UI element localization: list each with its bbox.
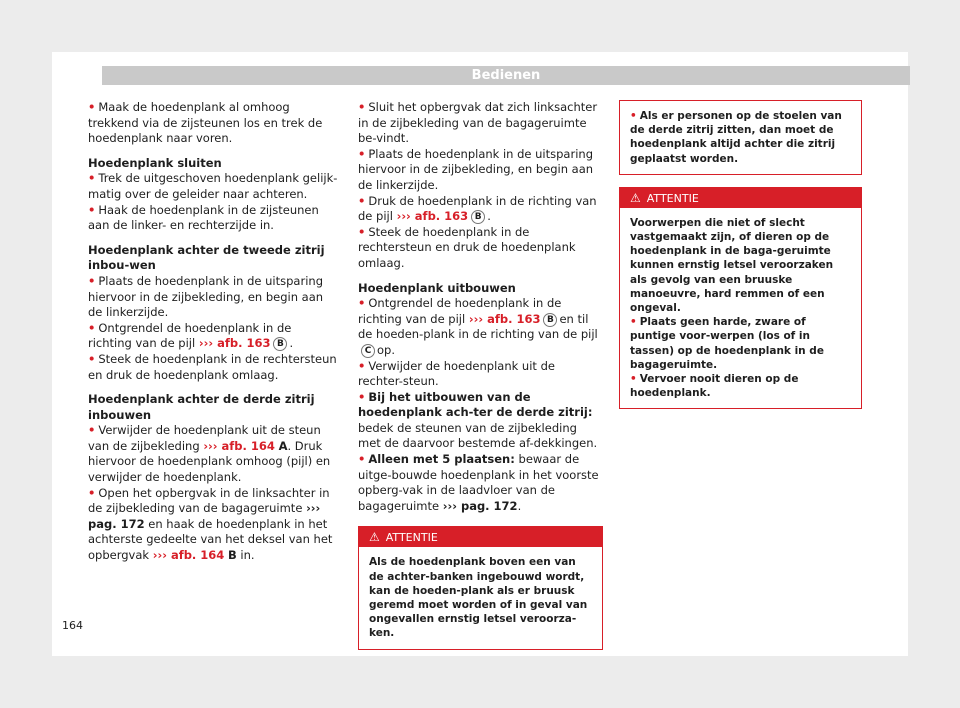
page-link[interactable]: ››› pag. 172 (442, 498, 518, 513)
bullet-item: • Verwijder de hoedenplank uit de steun van de zijbekleding ››› afb. 164 A. Druk hiervoor de hoedenplank omhoog (pijl) en verwijder de hoedenplank. (88, 423, 331, 485)
bullet-item: • Ontgrendel de hoedenplank in de richting van de pijl ››› afb. 163 B . (88, 320, 294, 351)
page-link[interactable]: ››› pag. 172 (88, 501, 321, 531)
bullet-item: • Steek de hoedenplank in de rechtersteun en druk de hoedenplank omlaag. (88, 351, 337, 382)
warning-triangle-icon: ⚠ (630, 190, 641, 205)
subheading: Hoedenplank sluiten (88, 155, 222, 170)
bullet-item: • Verwijder de hoedenplank uit de rechter-steun. (358, 358, 555, 389)
bullet-item: • Open het opbergvak in de linksachter in de zijbekleding van de bagageruimte ››› pag. 172 en haak de hoedenplank in het achterste gedeelte van het deksel van het opbergvak ››› afb. 164 B in. (88, 485, 333, 563)
warning-triangle-icon: ⚠ (369, 530, 380, 545)
bullet-item: • Druk de hoedenplank in de richting van de pijl ››› afb. 163 B . (358, 193, 597, 224)
warning-header: ⚠ ATTENTIE (359, 527, 602, 547)
figure-link[interactable]: ››› afb. 164 (152, 548, 225, 563)
bullet-item: • Plaats de hoedenplank in de uitsparing hiervoor in de zijbekleding, en begin aan de linkerzijde. (88, 273, 324, 320)
subheading: Hoedenplank achter de tweede zitrij inbou-wen (88, 242, 325, 273)
bullet-icon: • (88, 351, 96, 366)
bullet-icon: • (88, 320, 96, 335)
bullet-item: • Steek de hoedenplank in de rechtersteun en druk de hoedenplank omlaag. (358, 224, 576, 270)
subheading: Hoedenplank uitbouwen (358, 280, 516, 295)
figure-link[interactable]: ››› afb. 163 (198, 336, 271, 351)
figure-link[interactable]: ››› afb. 164 (203, 438, 275, 453)
bullet-item: • Sluit het opbergvak dat zich linksachter in de zijbekleding van de bagageruimte be-vindt. (358, 100, 598, 146)
warning-body (620, 208, 861, 409)
bullet-item: • Bij het uitbouwen van de hoedenplank ach-ter de derde zitrij: bedek de steunen van de zijbekleding met de daarvoor bestemde af-dekkingen. (358, 389, 598, 451)
warning-text: Als de hoedenplank boven een van de achter-banken ingebouwd wordt, kan de hoeden-plank als er bruusk geremd moet worden of in geval van ongevallen ernstig letsel veroorza-ken. (369, 556, 588, 640)
bullet-icon: • (630, 316, 637, 329)
bullet-icon: • (88, 100, 96, 114)
callout-marker: B (273, 337, 287, 351)
bullet-item: • Trek de uitgeschoven hoedenplank gelijk-matig over de geleider naar achteren. (88, 171, 338, 201)
bullet-item: • Maak de hoedenplank al omhoog trekkend via de zijsteunen los en trek de hoedenplank naar voren. (88, 100, 323, 146)
bullet-icon: • (88, 273, 96, 288)
bullet-icon: • (630, 110, 637, 122)
note-item: • Als er personen op de stoelen van de derde zitrij zitten, dan moet de hoedenplank altijd achter die zitrij geplaatst worden. (630, 110, 842, 165)
bullet-icon: • (358, 296, 366, 311)
callout-marker: B (471, 210, 485, 224)
bullet-icon: • (358, 100, 366, 114)
bullet-item: • Alleen met 5 plaatsen: bewaar de uitge-bouwde hoedenplank in het voorste opberg-vak in de laadvloer van de bagageruimte ››› pag. 172. (358, 452, 599, 513)
figure-link[interactable]: ››› afb. 163 (468, 311, 541, 326)
bullet-icon: • (88, 171, 96, 186)
column-left (88, 100, 338, 564)
figure-link[interactable]: ››› afb. 163 (396, 209, 469, 224)
warning-bullet: • Vervoer nooit dieren op de hoedenplank. (630, 373, 799, 400)
bullet-icon: • (358, 389, 366, 404)
column-middle (358, 100, 603, 650)
note-box (619, 100, 862, 175)
bullet-icon: • (88, 485, 96, 500)
bullet-icon: • (358, 146, 366, 161)
bullet-icon: • (88, 423, 96, 438)
manual-page (52, 52, 908, 656)
warning-box (358, 526, 603, 649)
column-right (619, 100, 862, 409)
bullet-icon: • (630, 373, 637, 386)
bullet-item: • Haak de hoedenplank in de zijsteunen aan de linker- en rechterzijde in. (88, 202, 319, 233)
page-number: 164 (62, 619, 83, 632)
warning-intro: Voorwerpen die niet of slecht vastgemaakt zijn, of dieren op de hoedenplank in de baga-geruimte kunnen ernstig letsel veroorzaken als gevolg van een bruuske manoeuvre, hard remmen of een ongeval. (630, 216, 834, 315)
bullet-item: • Plaats de hoedenplank in de uitsparing hiervoor in de zijbekleding, en begin aan de linkerzijde. (358, 146, 594, 192)
bullet-icon: • (358, 224, 366, 239)
warning-bullet: • Plaats geen harde, zware of puntige voor-werpen (los of in tassen) op de hoedenplank in de bagageruimte. (630, 316, 824, 371)
bullet-icon: • (358, 358, 366, 373)
callout-marker: B (543, 313, 557, 327)
bullet-item: • Ontgrendel de hoedenplank in de richting van de pijl ››› afb. 163 B en til de hoeden-plank in de richting van de pijlC op. (358, 296, 598, 357)
warning-box (619, 187, 862, 410)
section-header: Bedienen (102, 66, 910, 85)
bullet-icon: • (358, 193, 366, 208)
bullet-icon: • (88, 202, 96, 217)
warning-header: ⚠ ATTENTIE (620, 188, 861, 208)
callout-marker: C (361, 344, 375, 358)
subheading: Hoedenplank achter de derde zitrij inbouwen (88, 392, 315, 422)
bullet-icon: • (358, 452, 366, 467)
